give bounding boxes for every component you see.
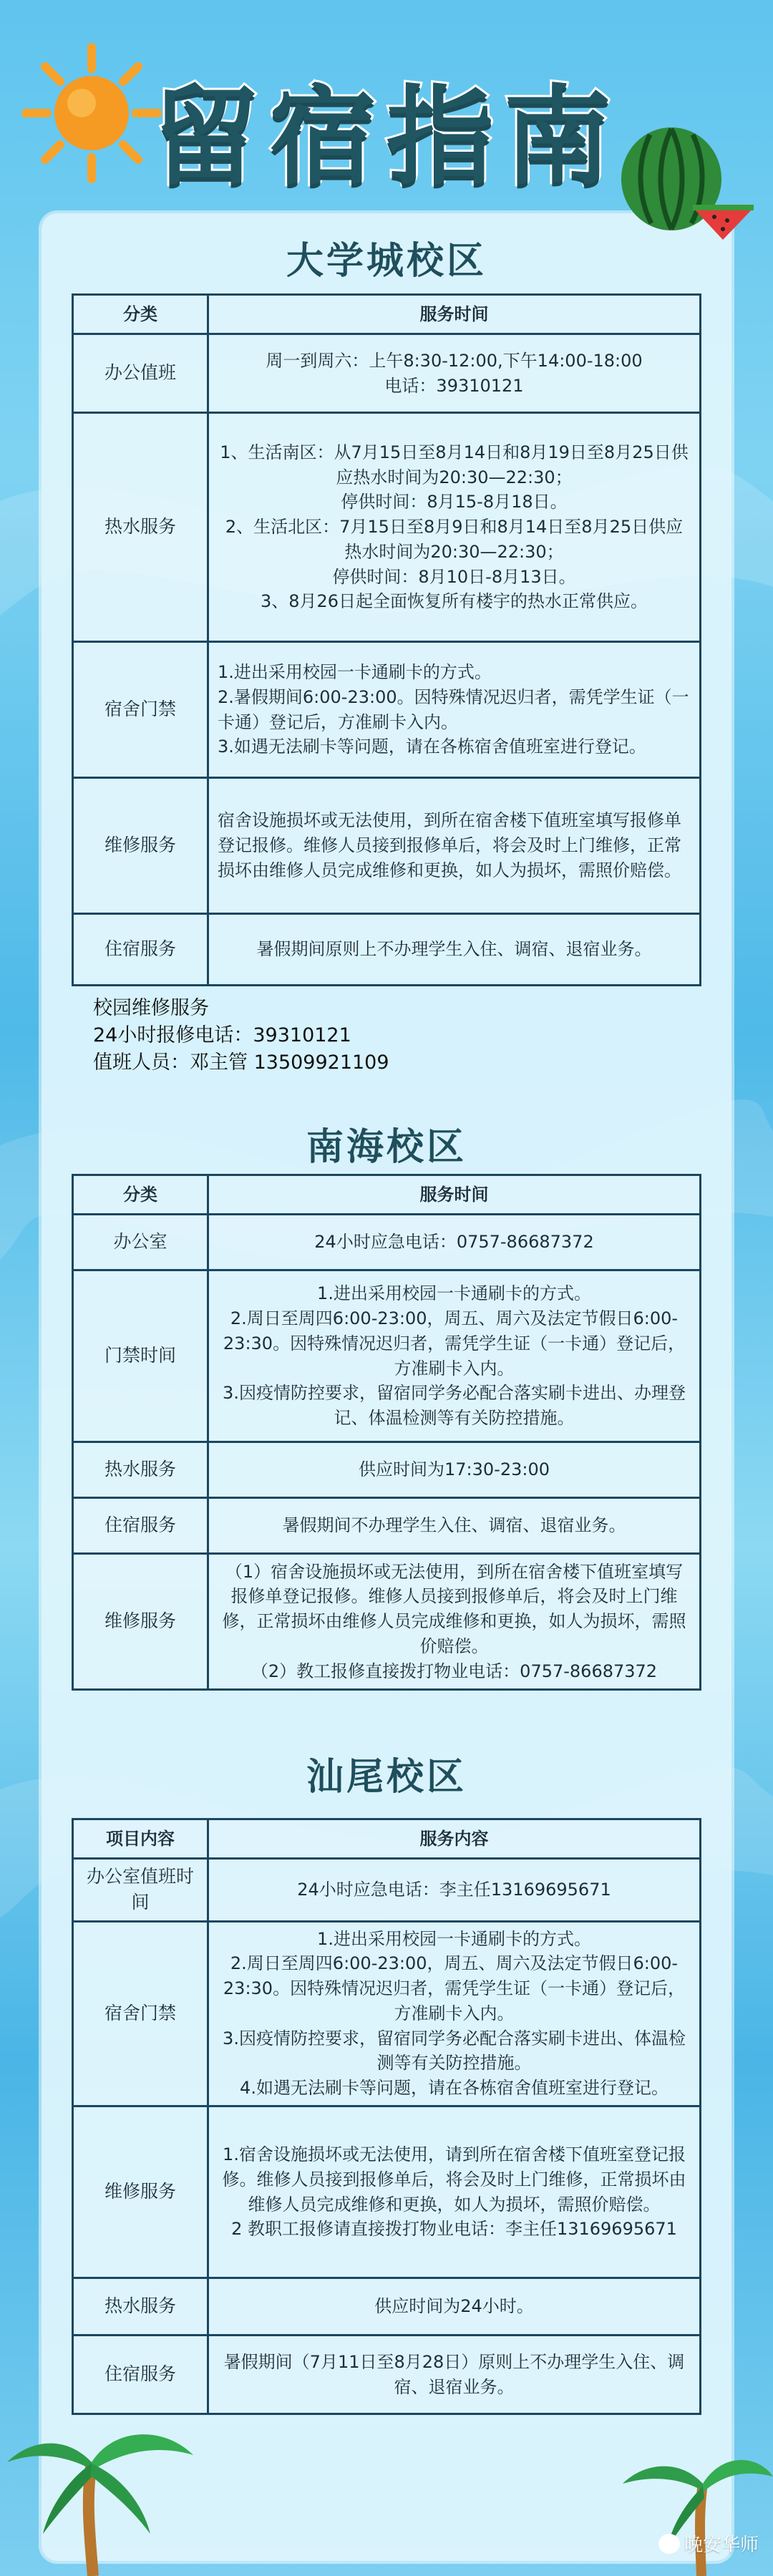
row-line: （1）宿舍设施损坏或无法使用，到所在宿舍楼下值班室填写报修单登记报修。维修人员接到报修单后，将会及时上门维修，正常损坏由维修人员完成维修和更换，如人为损坏，需照价赔偿。 — [222, 1561, 686, 1656]
row-category: 维修服务 — [73, 1554, 208, 1690]
row-content — [208, 1215, 701, 1270]
table-row — [73, 413, 701, 642]
row-line: 停供时间：8月15-8月18日。 — [341, 492, 568, 512]
table-row — [73, 1921, 701, 2106]
row-content — [208, 2278, 701, 2336]
row-content — [208, 1554, 701, 1690]
watermark-text: 晚安华师 — [684, 2534, 759, 2556]
row-line: 2.周日至周四6:00-23:00，周五、周六及法定节假日6:00-23:30。因特殊情况迟归者，需凭学生证（一卡通）登记后，方准刷卡入内。 — [223, 1953, 686, 2023]
table-row — [73, 1554, 701, 1690]
watermelon-icon — [614, 122, 757, 243]
row-content — [208, 642, 701, 778]
row-line: 电话：39310121 — [384, 375, 524, 396]
row-content — [208, 1442, 701, 1498]
row-content — [208, 2106, 701, 2278]
row-content — [208, 1921, 701, 2106]
table-row — [73, 1442, 701, 1498]
row-line: 2.周日至周四6:00-23:00，周五、周六及法定节假日6:00-23:30。因特殊情况迟归者，需凭学生证（一卡通）登记后，方准刷卡入内。 — [223, 1308, 686, 1379]
table-row — [73, 1859, 701, 1922]
table-row — [73, 2336, 701, 2414]
wechat-icon — [658, 2534, 680, 2554]
row-line: 24小时应急电话：0757-86687372 — [314, 1232, 594, 1253]
row-category: 维修服务 — [73, 778, 208, 914]
row-category: 住宿服务 — [73, 1498, 208, 1554]
row-content — [208, 1859, 701, 1922]
row-line: 宿舍设施损坏或无法使用，到所在宿舍楼下值班室填写报修单登记报修。维修人员接到报修单后，将会及时上门维修，正常损坏由维修人员完成维修和更换，如人为损坏，需照价赔偿。 — [218, 810, 681, 880]
table-row — [73, 642, 701, 778]
row-line: 4.如遇无法刷卡等问题，请在各栋宿舍值班室进行登记。 — [240, 2078, 669, 2099]
row-line: 24小时应急电话：李主任13169695671 — [297, 1879, 611, 1900]
row-line: 暑假期间原则上不办理学生入住、调宿、退宿业务。 — [256, 939, 652, 960]
table-row — [73, 2278, 701, 2336]
row-line: 3.因疫情防控要求，留宿同学务必配合落实刷卡进出、体温检测等有关防控措施。 — [223, 2028, 686, 2074]
row-category: 热水服务 — [73, 413, 208, 642]
table-row — [73, 778, 701, 914]
row-category: 办公室 — [73, 1215, 208, 1270]
note-phone: 24小时报修电话：39310121 — [93, 1024, 351, 1046]
campus-title-daxuecheng: 大学城校区 — [286, 240, 487, 283]
row-line: 暑假期间（7月11日至8月28日）原则上不办理学生入住、调宿、退宿业务。 — [223, 2351, 685, 2397]
table-header-service: 服务时间 — [208, 1175, 701, 1215]
campus-title-shanwei: 汕尾校区 — [306, 1756, 467, 1799]
repair-note — [93, 995, 389, 1076]
table-header-category: 分类 — [73, 295, 208, 334]
row-line: 1.进出采用校园一卡通刷卡的方式。 — [218, 661, 492, 682]
row-content — [208, 334, 701, 413]
table-header-category: 分类 — [73, 1175, 208, 1215]
row-category: 门禁时间 — [73, 1270, 208, 1442]
table-row — [73, 914, 701, 986]
table-row — [73, 334, 701, 413]
row-line: 2.暑假期间6:00-23:00。因特殊情况迟归者，需凭学生证（一卡通）登记后，方准刷卡入内。 — [218, 686, 689, 732]
note-title: 校园维修服务 — [93, 997, 209, 1019]
row-line: 3.因疫情防控要求，留宿同学务必配合落实刷卡进出、办理登记、体温检测等有关防控措施。 — [223, 1383, 686, 1429]
row-line: 3.如遇无法刷卡等问题，请在各栋宿舍值班室进行登记。 — [218, 737, 646, 757]
row-line: 供应时间为17:30-23:00 — [359, 1459, 550, 1480]
row-category: 办公室值班时间 — [73, 1859, 208, 1922]
palm-tree-left-icon — [0, 2412, 200, 2576]
row-line: 2 教职工报修请直接拨打物业电话：李主任13169695671 — [231, 2219, 677, 2240]
row-content — [208, 778, 701, 914]
row-line: 3、8月26日起全面恢复所有楼宇的热水正常供应。 — [260, 591, 648, 612]
table-row — [73, 1215, 701, 1270]
row-line: 周一到周六：上午8:30-12:00,下午14:00-18:00 — [266, 350, 643, 371]
campus-table-daxuecheng — [72, 293, 701, 986]
table-header-service: 服务内容 — [208, 1819, 701, 1859]
table-row — [73, 1498, 701, 1554]
row-line: 暑假期间不办理学生入住、调宿、退宿业务。 — [282, 1515, 626, 1536]
table-row — [73, 1270, 701, 1442]
row-category: 办公值班 — [73, 334, 208, 413]
row-category: 热水服务 — [73, 2278, 208, 2336]
row-line: 1.进出采用校园一卡通刷卡的方式。 — [317, 1928, 591, 1949]
row-line: （2）教工报修直接拨打物业电话：0757-86687372 — [251, 1661, 658, 1681]
row-content — [208, 914, 701, 986]
row-content — [208, 1270, 701, 1442]
row-line: 供应时间为24小时。 — [374, 2296, 534, 2317]
row-line: 停供时间：8月10日-8月13日。 — [332, 566, 576, 587]
table-header-category: 项目内容 — [73, 1819, 208, 1859]
row-line: 2、生活北区：7月15日至8月9日和8月14日至8月25日供应热水时间为20:30—22:30； — [225, 517, 684, 562]
row-content — [208, 1498, 701, 1554]
row-category: 热水服务 — [73, 1442, 208, 1498]
table-row — [73, 2106, 701, 2278]
watermark — [658, 2530, 759, 2557]
note-staff: 值班人员：邓主管 13509921109 — [93, 1051, 389, 1074]
row-category: 住宿服务 — [73, 2336, 208, 2414]
row-category: 维修服务 — [73, 2106, 208, 2278]
row-line: 1.宿舍设施损坏或无法使用，请到所在宿舍楼下值班室登记报修。维修人员接到报修单后，将会及时上门维修，正常损坏由维修人员完成维修和更换，如人为损坏，需照价赔偿。 — [222, 2144, 686, 2215]
row-content — [208, 413, 701, 642]
row-category: 宿舍门禁 — [73, 642, 208, 778]
table-header-service: 服务时间 — [208, 295, 701, 334]
row-content — [208, 2336, 701, 2414]
row-category: 住宿服务 — [73, 914, 208, 986]
campus-table-shanwei — [72, 1818, 701, 2415]
row-line: 1、生活南区：从7月15日至8月14日和8月19日至8月25日供应热水时间为20:30—22:30； — [220, 442, 689, 487]
page-title: 留宿指南 — [151, 75, 621, 200]
row-category: 宿舍门禁 — [73, 1921, 208, 2106]
row-line: 1.进出采用校园一卡通刷卡的方式。 — [317, 1283, 591, 1304]
campus-table-nanhai — [72, 1174, 701, 1691]
campus-title-nanhai: 南海校区 — [306, 1126, 467, 1169]
